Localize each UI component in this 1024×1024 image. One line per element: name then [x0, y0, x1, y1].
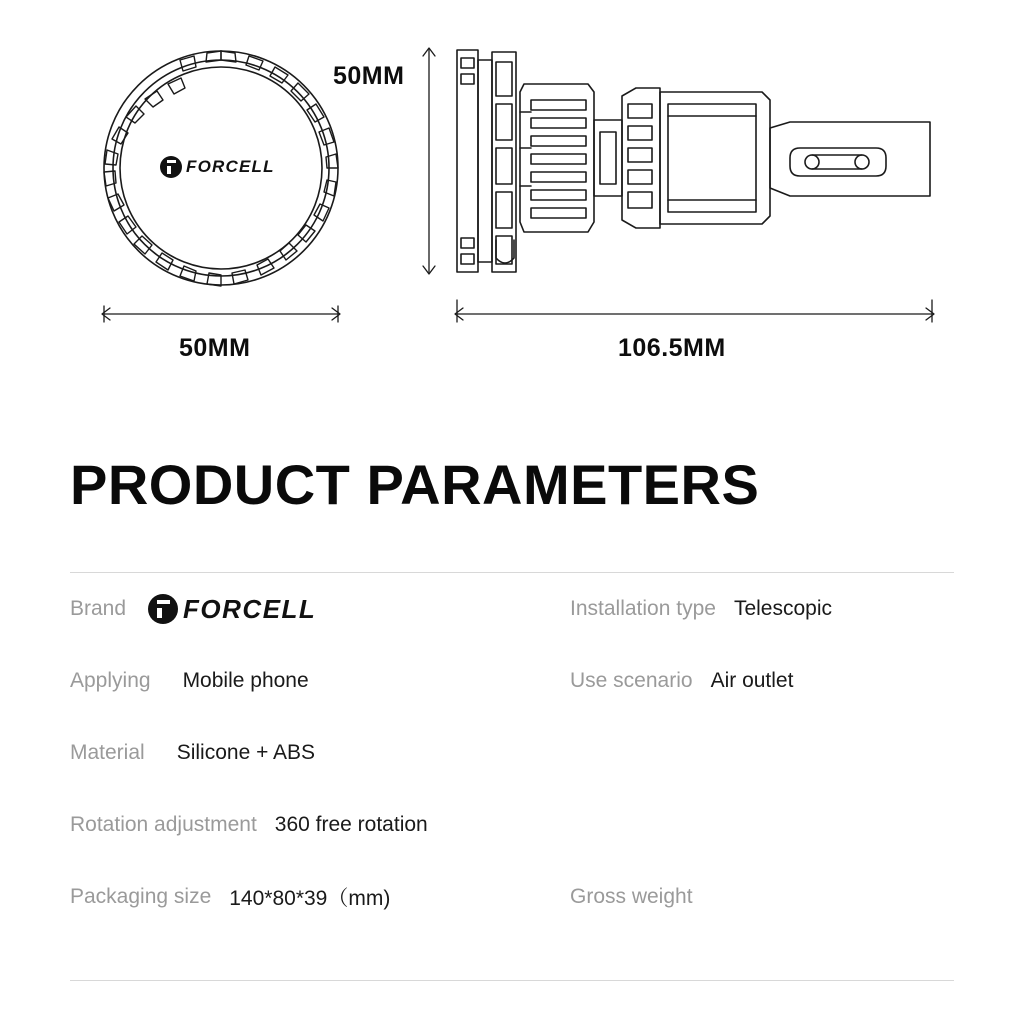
spec-cell-applying	[70, 669, 570, 693]
spec-key-rotation-adjustment: Rotation adjustment	[70, 813, 257, 836]
spec-key-material: Material	[70, 741, 145, 764]
spec-cell-use-scenario	[570, 669, 954, 693]
forcell-mark-icon	[160, 156, 182, 178]
product-dimension-diagram	[0, 0, 1024, 400]
spec-key-gross-weight: Gross weight	[570, 885, 693, 908]
spec-cell-rotation-adjustment	[70, 813, 954, 837]
dimension-width-label: 50MM	[179, 334, 251, 362]
table-row	[70, 789, 954, 861]
table-row	[70, 573, 954, 645]
spec-value-brand: FORCELL	[183, 593, 317, 624]
table-row	[70, 861, 954, 933]
front-view-brand-text: FORCELL	[186, 157, 275, 176]
forcell-mark-icon	[148, 594, 178, 624]
spec-value-packaging-size: 140*80*39（mm)	[229, 887, 391, 910]
side-view-outline	[457, 50, 930, 272]
product-parameters-table	[70, 572, 954, 933]
spec-key-brand: Brand	[70, 597, 127, 620]
dimension-lines	[102, 48, 934, 322]
spec-cell-installation-type	[570, 597, 954, 621]
spec-value-material: Silicone + ABS	[176, 741, 316, 764]
spec-cell-gross-weight	[570, 885, 954, 909]
spec-cell-packaging-size	[70, 882, 570, 912]
spec-value-applying: Mobile phone	[182, 669, 309, 692]
spec-cell-brand	[70, 594, 570, 625]
spec-key-packaging-size: Packaging size	[70, 885, 212, 908]
dimension-drawing-svg	[0, 0, 1024, 400]
dimension-height-label: 50MM	[333, 62, 405, 90]
dimension-length-label: 106.5MM	[618, 334, 726, 362]
spec-value-rotation-adjustment: 360 free rotation	[274, 813, 428, 836]
table-bottom-divider	[70, 980, 954, 981]
spec-cell-material	[70, 741, 954, 765]
brand-logo	[148, 594, 316, 625]
spec-value-use-scenario: Air outlet	[710, 669, 794, 692]
spec-value-installation-type: Telescopic	[733, 597, 832, 620]
table-row	[70, 645, 954, 717]
spec-key-installation-type: Installation type	[570, 597, 716, 620]
table-row	[70, 717, 954, 789]
section-title: PRODUCT PARAMETERS	[70, 453, 760, 516]
spec-key-use-scenario: Use scenario	[570, 669, 693, 692]
spec-key-applying: Applying	[70, 669, 151, 692]
front-view-brand-logo	[160, 155, 285, 179]
